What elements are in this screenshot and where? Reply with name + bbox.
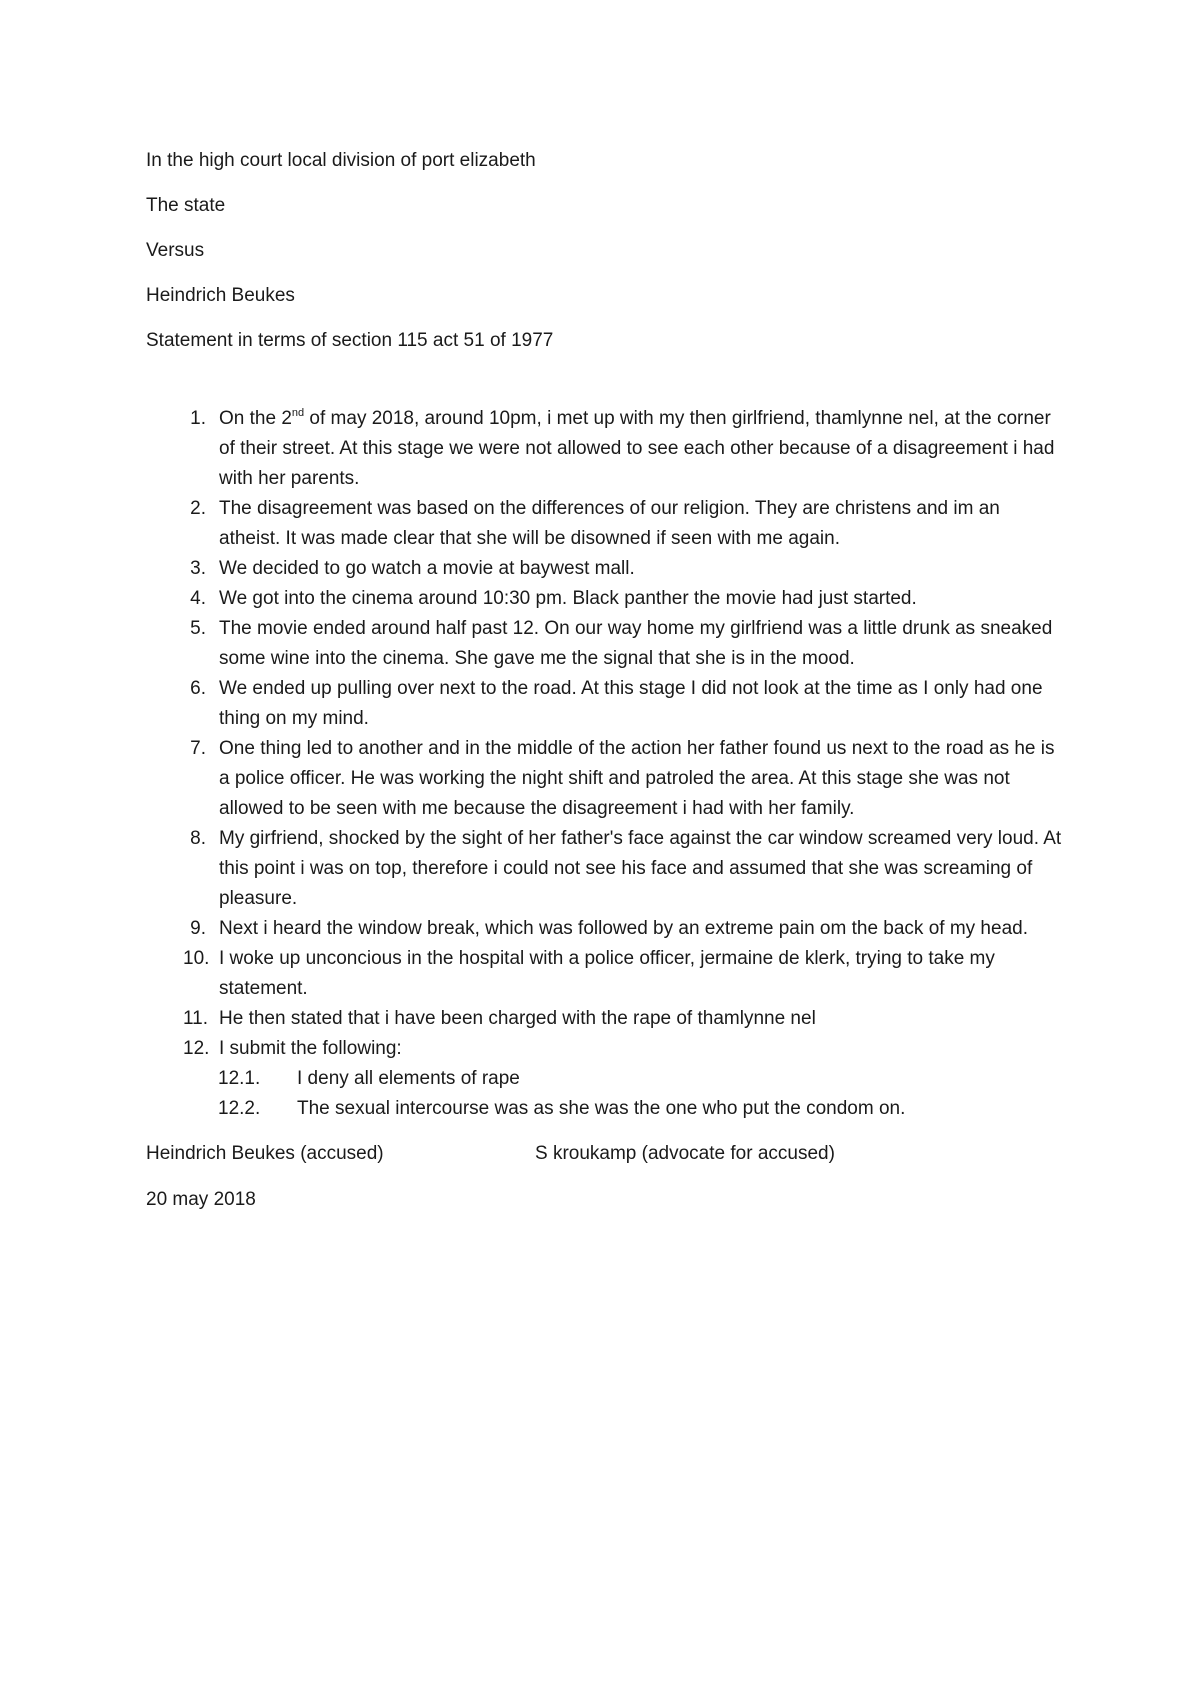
list-item xyxy=(146,494,1066,554)
list-item xyxy=(146,734,1066,824)
list-item xyxy=(146,914,1066,944)
item-number: 5. xyxy=(190,618,206,639)
court-heading: In the high court local division of port elizabeth xyxy=(146,150,536,171)
sub-list-item xyxy=(146,1064,1066,1094)
statement-list xyxy=(146,404,1066,1124)
item-number: 1. xyxy=(190,408,206,429)
advocate-signature: S kroukamp (advocate for accused) xyxy=(535,1143,835,1164)
item-text: The disagreement was based on the differences of our religion. They are christens and im an atheist. It was made clear that she will be disowned if seen with me again. xyxy=(219,498,1000,549)
list-item xyxy=(146,614,1066,674)
item-number: 9. xyxy=(190,918,206,939)
item-number: 6. xyxy=(190,678,206,699)
item-text: My girfriend, shocked by the sight of her father's face against the car window screamed very loud. At this point i was on top, therefore i could not see his face and assumed that she was screaming of pleasure. xyxy=(219,828,1062,909)
item-text: We decided to go watch a movie at baywest mall. xyxy=(219,558,635,579)
item-text: The movie ended around half past 12. On our way home my girlfriend was a little drunk as sneaked some wine into the cinema. She gave me the signal that she is in the mood. xyxy=(219,618,1053,669)
item-number: 3. xyxy=(190,558,206,579)
list-item xyxy=(146,554,1066,584)
item-number: 4. xyxy=(190,588,206,609)
document-body xyxy=(146,146,1066,1215)
subitem-text: I deny all elements of rape xyxy=(297,1068,520,1089)
sub-list-item xyxy=(146,1094,1066,1124)
list-item xyxy=(146,1004,1066,1034)
subitem-number: 12.1. xyxy=(218,1068,261,1089)
item-text-rest: of may 2018, around 10pm, i met up with my then girlfriend, thamlynne nel, at the corner of their street. At this stage we were not allowed to see each other because of a disagreement i had with her parents. xyxy=(219,408,1055,489)
list-item xyxy=(146,944,1066,1004)
list-item xyxy=(146,674,1066,734)
item-number: 2. xyxy=(190,498,206,519)
list-item xyxy=(146,1034,1066,1064)
list-item xyxy=(146,404,1066,494)
item-text: Next i heard the window break, which was followed by an extreme pain om the back of my head. xyxy=(219,918,1028,939)
subitem-text: The sexual intercourse was as she was the one who put the condom on. xyxy=(297,1098,906,1119)
subitem-number: 12.2. xyxy=(218,1098,261,1119)
item-text: One thing led to another and in the middle of the action her father found us next to the road as he is a police officer. He was working the night shift and patroled the area. At this stage she was not allowed to be seen with me because the disagreement i had with her family. xyxy=(219,738,1055,819)
item-number: 8. xyxy=(190,828,206,849)
statement-date: 20 may 2018 xyxy=(146,1189,256,1210)
item-text: We ended up pulling over next to the road. At this stage I did not look at the time as I only had one thing on my mind. xyxy=(219,678,1043,729)
party-state: The state xyxy=(146,195,226,216)
item-text-pre: On the 2 xyxy=(219,408,292,429)
item-number: 7. xyxy=(190,738,206,759)
item-text: I woke up unconcious in the hospital with a police officer, jermaine de klerk, trying to take my statement. xyxy=(219,948,995,999)
item-text: We got into the cinema around 10:30 pm. Black panther the movie had just started. xyxy=(219,588,917,609)
signature-row xyxy=(146,1139,1066,1169)
item-text xyxy=(219,404,1066,494)
party-accused: Heindrich Beukes xyxy=(146,285,295,306)
item-number: 12. xyxy=(183,1038,210,1059)
list-item xyxy=(146,584,1066,614)
item-text: He then stated that i have been charged with the rape of thamlynne nel xyxy=(219,1008,816,1029)
item-text-sup: nd xyxy=(291,407,305,419)
item-number: 11. xyxy=(183,1008,209,1029)
list-item xyxy=(146,824,1066,914)
statement-title: Statement in terms of section 115 act 51 of 1977 xyxy=(146,330,554,351)
versus-label: Versus xyxy=(146,240,205,261)
item-number: 10. xyxy=(183,948,210,969)
accused-signature: Heindrich Beukes (accused) xyxy=(146,1143,384,1164)
item-text: I submit the following: xyxy=(219,1038,402,1059)
